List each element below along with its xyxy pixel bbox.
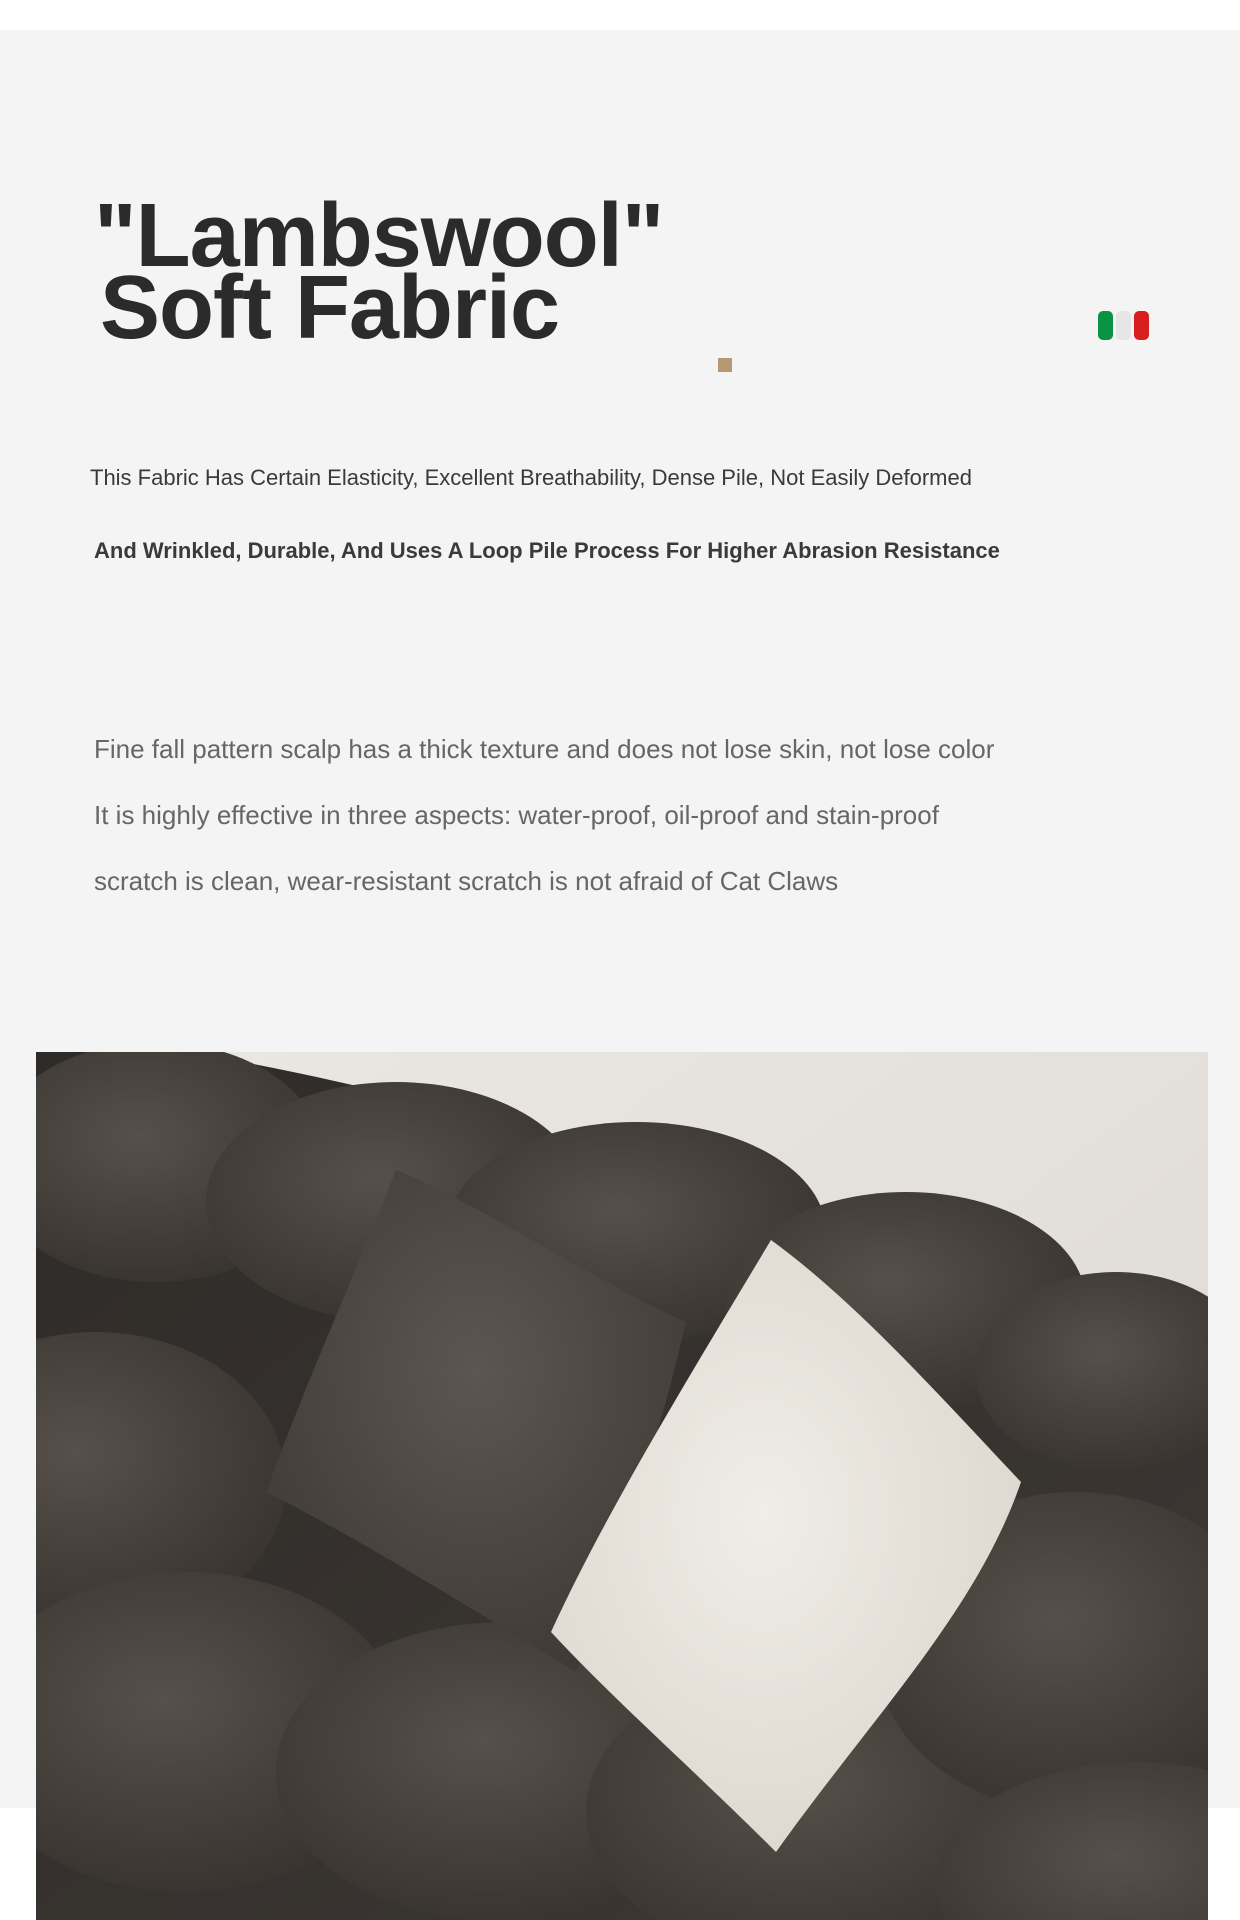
feature-line-1: This Fabric Has Certain Elasticity, Excellent Breathability, Dense Pile, Not Easily Deformed [90,465,972,490]
page-title [94,186,664,358]
title-line-2: Soft Fabric [100,258,560,358]
flag-stripe-green [1098,311,1113,340]
description-line-2: It is highly effective in three aspects: water-proof, oil-proof and stain-proof [94,800,939,830]
feature-line-2: And Wrinkled, Durable, And Uses A Loop Pile Process For Higher Abrasion Resistance [94,538,1000,563]
title-line-1: "Lambswool" [94,186,664,286]
description-line-3: scratch is clean, wear-resistant scratch is not afraid of Cat Claws [94,866,839,896]
sofa-photo [36,1052,1208,1920]
description [94,716,994,914]
flag-stripe-red [1134,311,1149,340]
italy-flag-icon [1098,311,1149,340]
flag-stripe-white [1116,311,1131,340]
description-line-1: Fine fall pattern scalp has a thick texture and does not lose skin, not lose color [94,734,995,764]
sofa-illustration [36,1052,1208,1920]
accent-square [718,358,732,372]
